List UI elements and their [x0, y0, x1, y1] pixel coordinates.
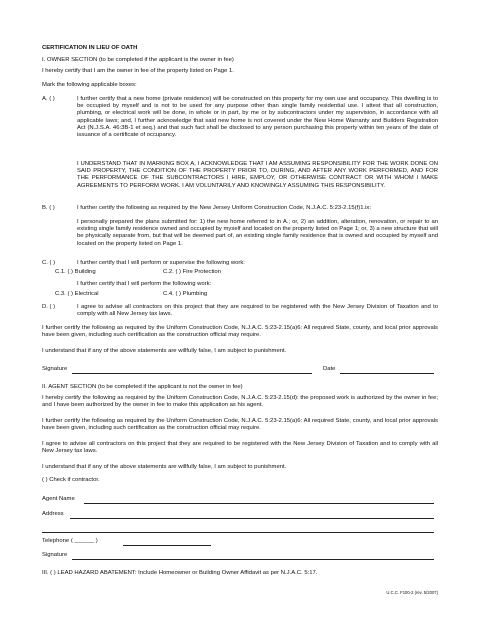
agent-signature-label: Signature — [42, 552, 68, 558]
mark-boxes-instruction: Mark the following applicable boxes: — [42, 82, 137, 88]
telephone-line[interactable] — [123, 545, 211, 546]
agent-section-heading: II. AGENT SECTION (to be completed if the applicant is not the owner in fee) — [42, 384, 243, 390]
option-b-text: I further certify the following as required by the New Jersey Uniform Construction Code, N.J.A.C. 5:23-2.15(f)1.ix: — [77, 205, 371, 211]
option-c4-plumbing[interactable]: C.4. ( ) Plumbing — [163, 291, 208, 297]
owner-signature-line[interactable] — [72, 373, 312, 374]
address-label: Address — [42, 511, 64, 517]
owner-signature-label: Signature — [42, 366, 68, 372]
owner-date-line[interactable] — [340, 373, 434, 374]
lead-hazard-abatement-checkbox[interactable]: III. ( ) LEAD HAZARD ABATEMENT: Include Homeowner or Building Owner Affidavit as per N.J.A.C. 5:17. — [42, 570, 318, 576]
form-number: U.C.C. F100-2 (rev. 5/2007) — [386, 590, 438, 595]
option-c-checkbox[interactable]: C. ( ) — [42, 260, 56, 266]
option-d-checkbox[interactable]: D. ( ) — [42, 304, 56, 310]
agent-name-label: Agent Name — [42, 496, 75, 502]
option-c1-building[interactable]: C.1. ( ) Building — [55, 269, 96, 275]
option-a-checkbox[interactable]: A. ( ) — [42, 96, 55, 102]
telephone-label: Telephone ( ______ ) — [42, 538, 98, 544]
owner-date-label: Date — [323, 366, 336, 372]
address-line-2[interactable] — [42, 532, 434, 533]
agent-name-line[interactable] — [84, 503, 434, 504]
agent-ucc-certification: I further certify the following as required by the Uniform Construction Code, N.J.A.C. 5:23-2.15(a)6: All required State, county, and local prior approvals have been given, including such certification as the construction official may require. — [42, 418, 438, 432]
option-c-text: I further certify that I will perform or supervise the following work: — [77, 260, 245, 266]
option-a-acknowledgement: I UNDERSTAND THAT IN MARKING BOX A, I ACKNOWLEDGE THAT I AM ASSUMING RESPONSIBILITY FOR THE WORK DONE ON SAID PROPERTY, THE CONDITION OF THE PROPERTY PRIOR TO, DURING, AND AFTER ANY WORK PERFORMED, AND FOR THE PERFORMANCE OF THE SUBCONTRACTORS I HIRE, EMPLOY, OR OTHERWISE CONTRACT OR WITH WHOM I MAKE AGREEMENTS TO PERFORM WORK. I AM VOLUNTARILY AND KNOWINGLY ASSUMING THIS RESPONSIBILITY. — [77, 161, 438, 189]
option-b-checkbox[interactable]: B. ( ) — [42, 205, 55, 211]
document-title: CERTIFICATION IN LIEU OF OATH — [42, 45, 138, 51]
owner-certification-text: I hereby certify that I am the owner in fee of the property listed on Page 1. — [42, 68, 234, 74]
option-c3-electrical[interactable]: C.3. ( ) Electrical — [55, 291, 99, 297]
agent-certification-text: I hereby certify the following as required by the Uniform Construction Code, N.J.A.C. 5:23-2.15(d): the proposed work is authorized by the owner in fee; and I have been authorized by the owner in fee to make this application as his agent. — [42, 395, 438, 409]
option-c-perform-text: I further certify that I will perform the following work: — [77, 281, 212, 287]
option-a-text: I further certify that a new home (private residence) will be constructed on this property for my own use and occupancy. This dwelling is to be occupied by myself and is not to be used for any purpose other than single family residential use. I attest that all construction, plumbing, or electrical work will be done, in whole or in part, by me or by subcontractors under my supervision, in accordance with all applicable laws; and, I further acknowledge that said new home is not covered under the New Home Warranty and Builders Registration Act (N.J.S.A. 46:3B-1 et seq.) and that such fact shall be disclosed to any person purchasing this property within ten years of the date of issuance of a certificate of occupancy. — [77, 96, 438, 139]
owner-ucc-certification: I further certify the following as required by the Uniform Construction Code, N.J.A.C. 5:23-2.15(a)6: All required State, county, and local prior approvals have been given, including such certification as the construction official may require. — [42, 325, 438, 339]
agent-advise-contractors: I agree to advise all contractors on this project that they are required to be registered with the New Jersey Division of Taxation and to comply with all New Jersey tax laws. — [42, 441, 438, 455]
agent-false-statement-warning: I understand that if any of the above statements are willfully false, I am subject to punishment. — [42, 464, 287, 470]
contractor-checkbox[interactable]: ( ) Check if contractor. — [42, 477, 100, 483]
agent-signature-line[interactable] — [72, 559, 434, 560]
option-b-detail: I personally prepared the plans submitted for: 1) the new home referred to in A.; or, 2) an addition, alteration, renovation, or repair to an existing single family residence owned and occupied by myself and located on the property listed on Page 1; or, 3) a new structure that will be physically separate from, but that will be deemed part of, an existing single family residence that is owned and occupied by myself and located on the property listed on Page 1. — [77, 219, 438, 247]
option-c2-fire-protection[interactable]: C.2. ( ) Fire Protection — [163, 269, 221, 275]
address-line-1[interactable] — [70, 518, 434, 519]
owner-false-statement-warning: I understand that if any of the above statements are willfully false, I am subject to punishment. — [42, 348, 287, 354]
option-d-text: I agree to advise all contractors on this project that they are required to be registered with the New Jersey Division of Taxation and to comply with all New Jersey tax laws. — [77, 304, 438, 318]
owner-section-heading: I. OWNER SECTION (to be completed if the applicant is the owner in fee) — [42, 57, 234, 63]
